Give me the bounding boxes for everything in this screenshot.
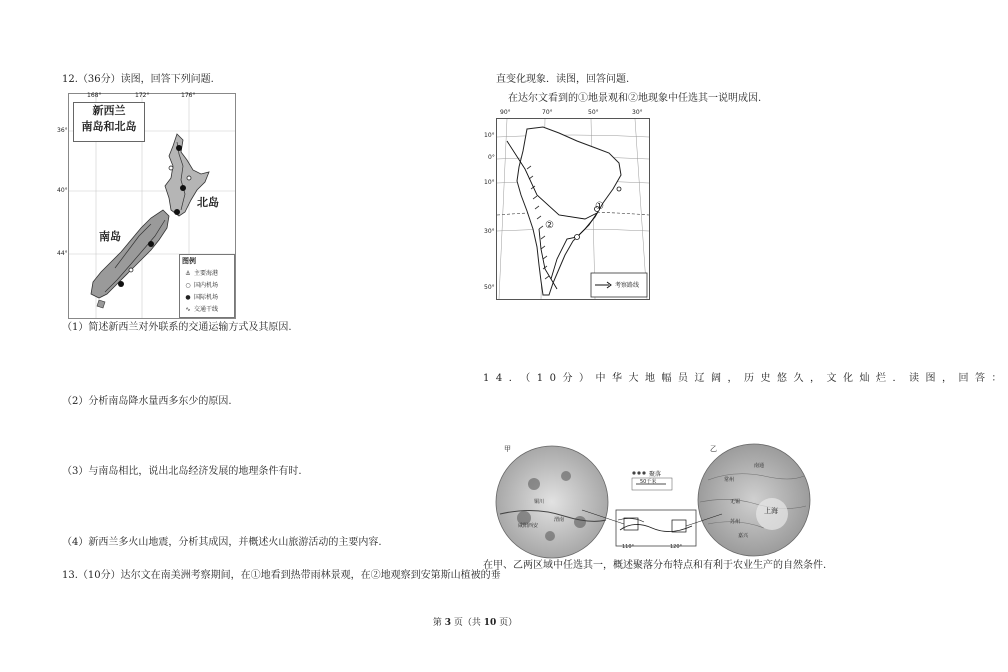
place-jiaxing: 嘉兴 <box>738 533 749 539</box>
anchor-icon: ⚓ <box>185 270 191 277</box>
q12-stem: 12.（36分）读图，回答下列问题. <box>62 74 214 85</box>
nz-title-line1: 新西兰 <box>92 104 126 117</box>
q14-stem: 14．（10分）中华大地幅员辽阔，历史悠久，文化灿烂．读图，回答： <box>483 373 1008 384</box>
q13-stem-part1: 13.（10分）达尔文在南美洲考察期间，在①地看到热带雨林景观，在②地观察到安第斯山植被的垂 <box>62 570 501 581</box>
sa-marker-1: ① <box>595 201 604 212</box>
south-america-map <box>496 118 650 300</box>
filled-circle-icon: ● <box>185 294 191 301</box>
nz-title-line2: 南岛和北岛 <box>81 120 137 133</box>
label-north-island: 北岛 <box>197 196 219 209</box>
legend-item-intl-airport: ● 国际机场 <box>182 292 218 301</box>
nz-map-title <box>73 102 145 142</box>
sa-marker-2: ② <box>545 220 554 231</box>
legend-settlement: 聚落 <box>649 471 662 478</box>
sa-lat-10s: 10° <box>484 179 495 186</box>
legend-item-port: ⚓ 主要海港 <box>182 268 218 277</box>
lat-tick-40: 40° <box>57 187 68 194</box>
sa-lat-30s: 30° <box>484 228 495 235</box>
label-yi: 乙 <box>710 445 717 453</box>
page-footer: 第 3 页（共 10 页） <box>432 618 518 628</box>
place-weinan: 渭南 <box>554 517 565 523</box>
q13-instruction: 在达尔文看到的①地景观和②地现象中任选其一说明成因. <box>508 93 762 104</box>
place-nantong: 南通 <box>754 463 765 469</box>
china-regions-maps <box>494 440 804 555</box>
sa-legend-route: 考察路线 <box>615 282 640 289</box>
sa-lon-30: 30° <box>632 109 643 116</box>
lon-tick-168: 168° <box>87 92 102 99</box>
sa-lat-10n: 10° <box>484 132 495 139</box>
label-south-island: 南岛 <box>99 230 121 243</box>
lon-tick-172: 172° <box>135 92 150 99</box>
place-shanghai: 上海 <box>764 507 778 515</box>
lat-tick-44: 44° <box>57 250 68 257</box>
inset-tick-110: 110° <box>622 544 635 550</box>
sa-lat-0: 0° <box>488 154 495 161</box>
scale-50km: 50千米 <box>640 479 657 485</box>
place-changzhou: 常州 <box>724 477 735 483</box>
legend-item-transport-line: ∿ 交通干线 <box>182 304 218 313</box>
region-jia-circle <box>496 446 608 558</box>
q13-stem-part2: 直变化现象．读图，回答问题. <box>496 74 630 85</box>
south-america-outline <box>517 127 621 295</box>
new-zealand-map <box>57 92 236 319</box>
sa-map-graphic <box>497 119 649 299</box>
q12-sub1: （1）简述新西兰对外联系的交通运输方式及其原因. <box>62 322 292 333</box>
q12-sub4: （4）新西兰多火山地震，分析其成因，并概述火山旅游活动的主要内容. <box>62 537 382 548</box>
lat-tick-36: 36° <box>57 127 68 134</box>
legend-item-domestic-airport: ○ 国内机场 <box>182 280 218 289</box>
place-xianyang-xian: 咸阳西安 <box>518 523 539 529</box>
inset-tick-120: 120° <box>670 544 683 550</box>
q12-sub2: （2）分析南岛降水量西多东少的原因. <box>62 396 232 407</box>
sa-lon-90: 90° <box>500 109 511 116</box>
inset-map-frame <box>616 510 696 546</box>
place-suzhou: 苏州 <box>730 519 741 525</box>
label-jia: 甲 <box>504 445 511 453</box>
circle-outline-icon: ○ <box>185 282 191 289</box>
page-total: 10 <box>483 618 497 628</box>
page-number: 3 <box>444 618 451 628</box>
lon-tick-176: 176° <box>181 92 196 99</box>
legend-title: 图例 <box>182 257 196 265</box>
place-tongchuan: 铜川 <box>534 499 545 505</box>
sa-lat-50s: 50° <box>484 284 495 291</box>
q14-instruction: 在甲、乙两区域中任选其一，概述聚落分布特点和有利于农业生产的自然条件. <box>483 560 827 571</box>
wave-line-icon: ∿ <box>185 306 191 313</box>
q12-sub3: （3）与南岛相比，说出北岛经济发展的地理条件有时. <box>62 466 302 477</box>
nz-legend <box>179 254 235 318</box>
place-wuxi: 无锡 <box>730 499 741 505</box>
sa-lon-50: 50° <box>588 109 599 116</box>
sa-lon-70: 70° <box>542 109 553 116</box>
